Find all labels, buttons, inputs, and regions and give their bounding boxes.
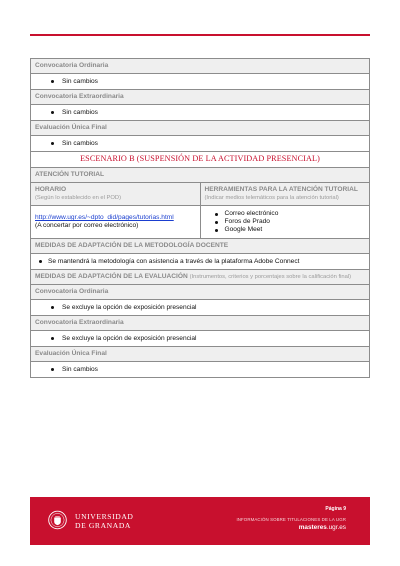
bullet-icon — [51, 142, 54, 145]
section-heading-ordinaria — [31, 59, 369, 74]
bullet-icon — [215, 229, 218, 232]
list-item — [31, 105, 369, 121]
schedule-header — [31, 183, 201, 205]
university-name-line: DE GRANADA — [75, 521, 131, 530]
site-domain: .ugr.es — [326, 524, 346, 531]
item-text: Se mantendrá la metodología con asistencia a través de la plataforma Adobe Connect — [48, 258, 300, 265]
item-text: Sin cambios — [62, 78, 98, 85]
item-text: Se excluye la opción de exposición presencial — [62, 335, 197, 342]
bullet-icon — [215, 221, 218, 224]
bullet-icon — [215, 213, 218, 216]
heading-text: Evaluación Única Final — [35, 124, 107, 131]
top-red-rule — [30, 34, 370, 36]
heading-text: Convocatoria Ordinaria — [35, 62, 109, 69]
scenario-title: ESCENARIO B (SUSPENSIÓN DE LA ACTIVIDAD PRESENCIAL) — [31, 152, 369, 168]
schedule-cell — [31, 206, 201, 238]
university-name-line: UNIVERSIDAD — [75, 512, 134, 521]
item-text: Sin cambios — [62, 140, 98, 147]
heading-subtext: (Según lo establecido en el POD) — [35, 195, 122, 201]
item-text: Se excluye la opción de exposición presencial — [62, 304, 197, 311]
university-seal-icon — [48, 510, 67, 530]
section-heading-unica-final — [31, 121, 369, 136]
heading-text: ATENCIÓN TUTORIAL — [35, 171, 104, 178]
evaluation-heading — [31, 270, 369, 285]
item-text: Foros de Prado — [224, 218, 270, 225]
tutorial-columns-header — [31, 183, 369, 206]
heading-text: MEDIDAS DE ADAPTACIÓN DE LA METODOLOGÍA DOCENTE — [35, 242, 229, 249]
bullet-icon — [51, 111, 54, 114]
bullet-icon — [51, 306, 54, 309]
masters-site[interactable] — [299, 524, 346, 531]
methodology-heading — [31, 239, 369, 254]
university-name — [75, 512, 134, 530]
bullet-icon — [51, 337, 54, 340]
heading-subtext: (Indicar medios telemáticos para la atención tutorial) — [204, 195, 339, 201]
guide-table — [30, 58, 370, 378]
heading-text: Convocatoria Ordinaria — [35, 288, 109, 295]
item-text: Correo electrónico — [224, 210, 279, 217]
heading-subtext: (Instrumentos, criterios y porcentajes sobre la calificación final) — [189, 274, 352, 280]
section-heading-extraordinaria — [31, 316, 369, 331]
list-item — [31, 331, 369, 347]
list-item — [31, 136, 369, 152]
list-item — [31, 362, 369, 377]
item-text: Sin cambios — [62, 109, 98, 116]
page-number: Página 9 — [325, 506, 346, 512]
site-name: masteres — [298, 524, 327, 531]
tools-header — [201, 183, 370, 205]
heading-text: MEDIDAS DE ADAPTACIÓN DE LA EVALUACIÓN — [35, 273, 188, 280]
page-footer — [30, 497, 370, 545]
list-item — [205, 226, 366, 234]
schedule-note: (A concertar por correo electrónico) — [35, 222, 139, 229]
info-caption: INFORMACIÓN SOBRE TITULACIONES DE LA UGR — [236, 517, 346, 522]
heading-text: Convocatoria Extraordinaria — [35, 93, 124, 100]
list-item — [31, 300, 369, 316]
list-item — [31, 74, 369, 90]
heading-text: HERRAMIENTAS PARA LA ATENCIÓN TUTORIAL — [204, 186, 358, 193]
tutorias-link[interactable]: http://www.ugr.es/~dpto_did/pages/tutorias.html — [35, 214, 174, 221]
item-text: Google Meet — [224, 226, 263, 233]
heading-text: Evaluación Única Final — [35, 350, 107, 357]
tools-list — [205, 210, 366, 234]
bullet-icon — [51, 80, 54, 83]
list-item — [205, 218, 366, 226]
tools-cell — [201, 206, 370, 238]
item-text: Sin cambios — [62, 366, 98, 373]
tutorial-heading — [31, 168, 369, 183]
list-item — [205, 210, 366, 218]
section-heading-extraordinaria — [31, 90, 369, 105]
bullet-icon — [39, 260, 42, 263]
heading-text: Convocatoria Extraordinaria — [35, 319, 124, 326]
bullet-icon — [51, 368, 54, 371]
section-heading-ordinaria — [31, 285, 369, 300]
tutorial-columns-body — [31, 206, 369, 239]
heading-text: HORARIO — [35, 186, 67, 193]
list-item — [31, 254, 369, 270]
section-heading-unica-final — [31, 347, 369, 362]
